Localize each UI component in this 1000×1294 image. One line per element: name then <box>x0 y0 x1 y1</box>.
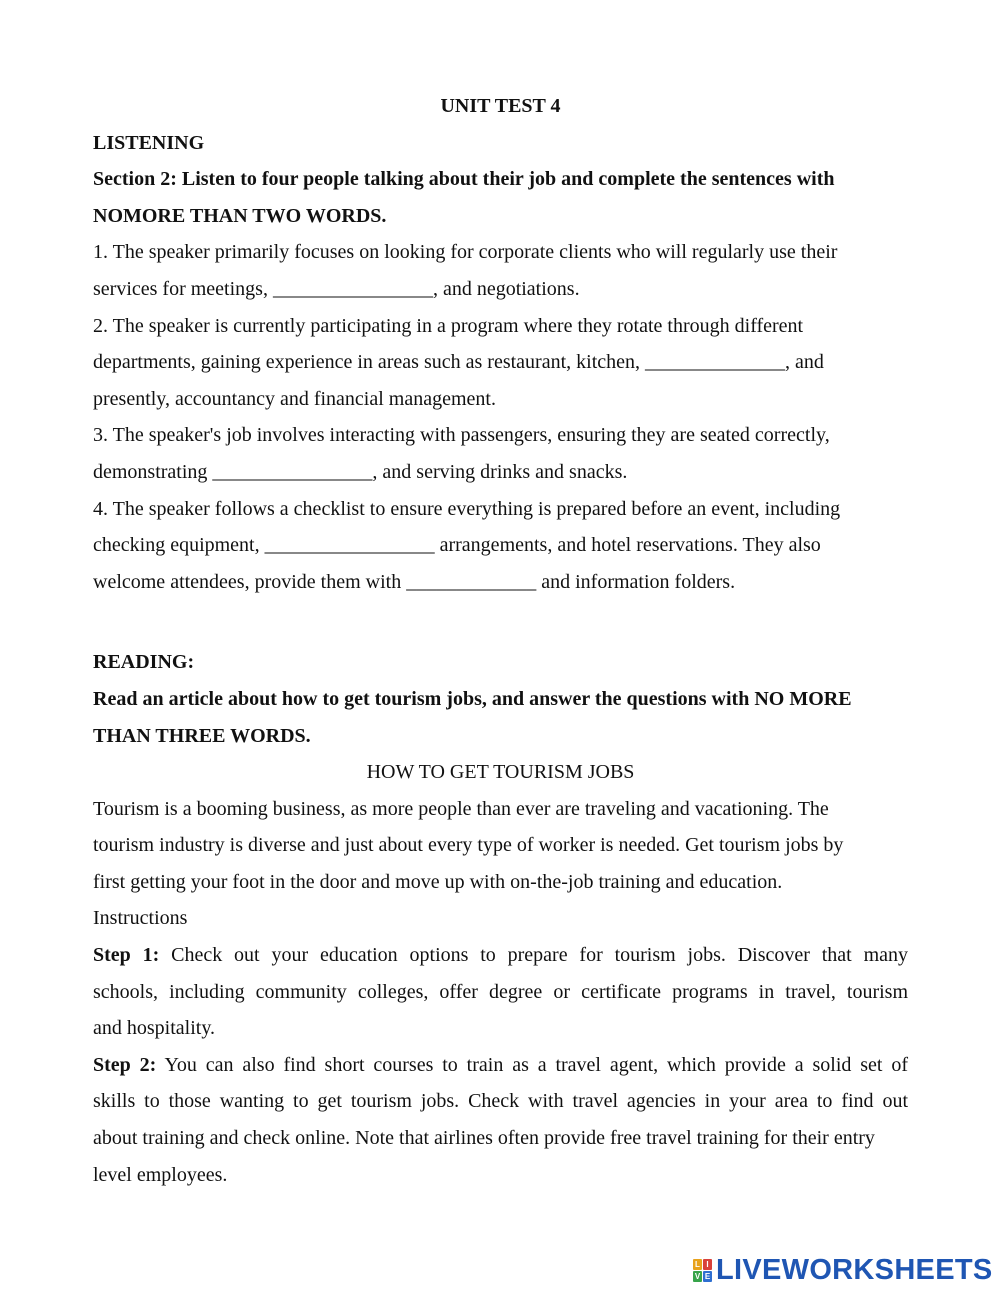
liveworksheets-logo[interactable] <box>693 1253 993 1287</box>
article-intro-line-1: Tourism is a booming business, as more people than ever are traveling and vacationing. The <box>93 797 829 820</box>
question-2-line-3: presently, accountancy and financial management. <box>93 387 496 410</box>
question-3-line-1: 3. The speaker's job involves interacting with passengers, ensuring they are seated correctly, <box>93 424 830 447</box>
step-2-line-4: level employees. <box>93 1163 228 1186</box>
reading-instructions-line-2: THAN THREE WORDS. <box>93 724 311 747</box>
step-2-label: Step 2: <box>93 1053 157 1076</box>
question-2-line-1: 2. The speaker is currently participating in a program where they rotate through different <box>93 314 804 337</box>
logo-text: LIVEWORKSHEETS <box>716 1253 993 1286</box>
listening-instructions-line-2: NOMORE THAN TWO WORDS. <box>93 204 387 227</box>
listening-instructions-line-1: Section 2: Listen to four people talking about their job and complete the sentences with <box>93 168 835 191</box>
question-1-line-1: 1. The speaker primarily focuses on looking for corporate clients who will regularly use their <box>93 241 838 264</box>
logo-letter-l: L <box>693 1259 702 1270</box>
step-2-line-1 <box>93 1047 908 1084</box>
instructions-label: Instructions <box>93 907 188 930</box>
step-2-text: You can also find short courses to train as a travel agent, which provide a solid set of <box>164 1053 908 1076</box>
question-4-line-1: 4. The speaker follows a checklist to ensure everything is prepared before an event, including <box>93 497 841 520</box>
question-4-line-2: checking equipment, _________________ arrangements, and hotel reservations. They also <box>93 534 821 557</box>
logo-letter-i: I <box>703 1259 712 1270</box>
step-1-line-2: schools, including community colleges, offer degree or certificate programs in travel, tourism <box>93 980 908 1003</box>
step-1-label: Step 1: <box>93 944 160 967</box>
section-spacer <box>93 600 908 644</box>
question-4-line-3: welcome attendees, provide them with _____________ and information folders. <box>93 570 736 593</box>
question-3-line-2: demonstrating ________________, and serving drinks and snacks. <box>93 460 628 483</box>
logo-letter-e: E <box>704 1271 711 1281</box>
listening-heading: LISTENING <box>93 131 205 154</box>
article-intro-line-2: tourism industry is diverse and just about every type of worker is needed. Get tourism jobs by <box>93 834 844 857</box>
reading-instructions-line-1: Read an article about how to get tourism jobs, and answer the questions with NO MORE <box>93 687 852 710</box>
logo-letter-v: V <box>694 1271 701 1281</box>
question-1-line-2: services for meetings, ________________, and negotiations. <box>93 277 580 300</box>
question-2-line-2: departments, gaining experience in areas such as restaurant, kitchen, ______________, and <box>93 351 824 374</box>
article-title: HOW TO GET TOURISM JOBS <box>366 761 635 784</box>
step-1-line-3: and hospitality. <box>93 1017 216 1040</box>
worksheet-page <box>93 88 908 1193</box>
article-intro-line-3: first getting your foot in the door and move up with on-the-job training and education. <box>93 870 783 893</box>
step-1-line-1 <box>93 937 908 974</box>
step-2-line-3: about training and check online. Note that airlines often provide free travel training for their entry <box>93 1127 875 1150</box>
reading-heading: READING: <box>93 651 195 674</box>
page-title: UNIT TEST 4 <box>440 95 561 117</box>
liveworksheets-logo-icon <box>693 1259 712 1282</box>
step-2-line-2: skills to those wanting to get tourism jobs. Check with travel agencies in your area to find out <box>93 1090 908 1113</box>
step-1-text: Check out your education options to prepare for tourism jobs. Discover that many <box>171 944 908 967</box>
